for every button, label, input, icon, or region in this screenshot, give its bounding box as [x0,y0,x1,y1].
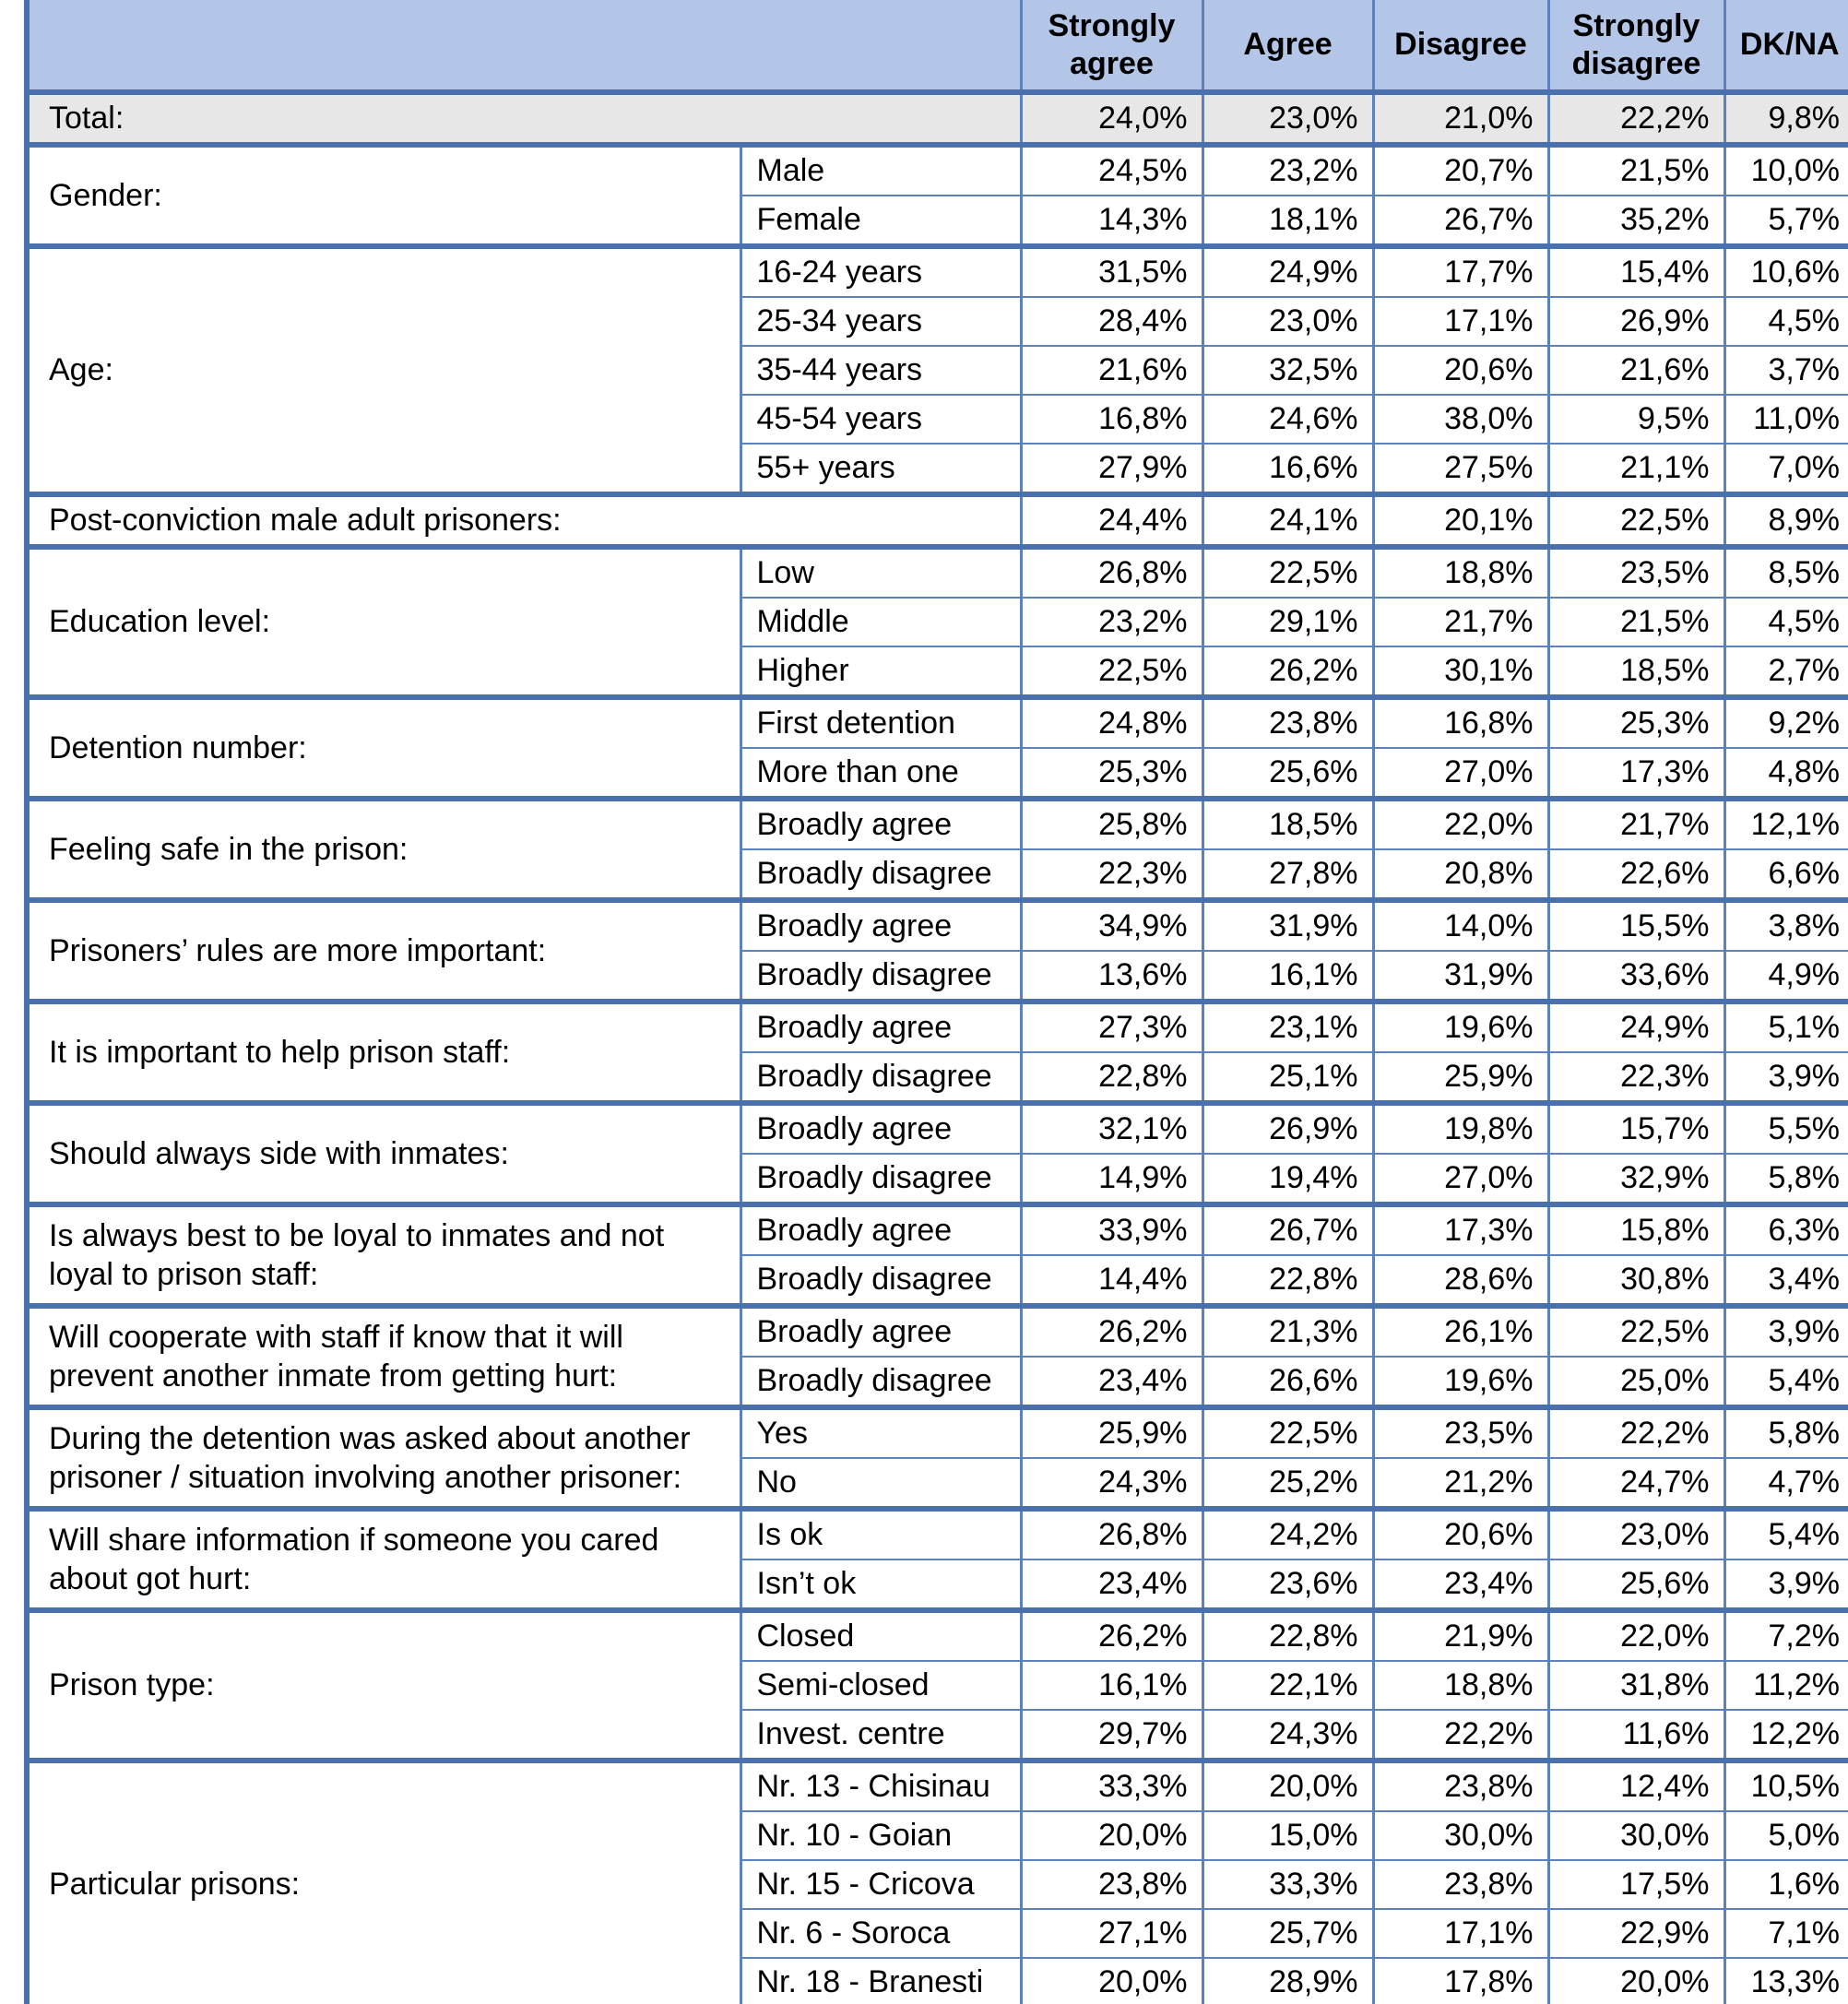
value-cell-strongly-agree: 24,5% [1021,145,1202,196]
value-cell-disagree: 19,6% [1373,1002,1548,1052]
value-cell-strongly-agree: 14,9% [1021,1154,1202,1204]
value-cell-dk-na: 3,9% [1724,1559,1848,1610]
value-cell-strongly-agree: 27,1% [1021,1909,1202,1958]
value-cell-disagree: 20,6% [1373,346,1548,395]
table-row [27,1306,1848,1357]
value-cell-agree: 22,5% [1202,1407,1373,1458]
group-label: Will cooperate with staff if know that it will prevent another inmate from getting hurt: [27,1306,740,1407]
value-cell-strongly-disagree: 9,5% [1548,395,1724,444]
value-cell-agree: 28,9% [1202,1958,1373,2004]
value-cell-dk-na: 5,8% [1724,1154,1848,1204]
value-cell-strongly-agree: 23,2% [1021,598,1202,646]
value-cell-dk-na: 9,8% [1724,92,1848,145]
group-particular-prisons [27,1761,1848,2004]
row-sublabel: Invest. centre [740,1710,1021,1761]
value-cell-agree: 18,5% [1202,799,1373,849]
value-cell-strongly-agree: 25,9% [1021,1407,1202,1458]
row-sublabel: First detention [740,697,1021,748]
value-cell-dk-na: 5,4% [1724,1509,1848,1559]
group-side-with-inmates [27,1103,1848,1204]
group-label: Feeling safe in the prison: [27,799,740,900]
column-header-strongly-disagree: Strongly disagree [1548,0,1724,92]
group-label: Detention number: [27,697,740,799]
table-row [27,697,1848,748]
value-cell-agree: 25,1% [1202,1052,1373,1103]
table-row [27,145,1848,196]
value-cell-dk-na: 3,7% [1724,346,1848,395]
value-cell-disagree: 17,3% [1373,1204,1548,1255]
value-cell-dk-na: 4,8% [1724,748,1848,799]
value-cell-disagree: 28,6% [1373,1255,1548,1306]
value-cell-dk-na: 6,3% [1724,1204,1848,1255]
group-label: Post-conviction male adult prisoners: [27,494,1021,547]
group-label: Particular prisons: [27,1761,740,2004]
group-age [27,246,1848,494]
value-cell-agree: 22,5% [1202,547,1373,598]
value-cell-agree: 32,5% [1202,346,1373,395]
value-cell-agree: 24,1% [1202,494,1373,547]
column-header-strongly-agree: Strongly agree [1021,0,1202,92]
group-asked-about-another [27,1407,1848,1509]
table-row [27,92,1848,145]
value-cell-disagree: 23,8% [1373,1860,1548,1909]
value-cell-strongly-disagree: 17,5% [1548,1860,1724,1909]
value-cell-dk-na: 3,9% [1724,1306,1848,1357]
value-cell-disagree: 16,8% [1373,697,1548,748]
value-cell-strongly-disagree: 21,1% [1548,444,1724,494]
value-cell-strongly-disagree: 24,9% [1548,1002,1724,1052]
row-sublabel: 55+ years [740,444,1021,494]
value-cell-dk-na: 9,2% [1724,697,1848,748]
group-label: Prison type: [27,1610,740,1761]
row-sublabel: Nr. 18 - Branesti [740,1958,1021,2004]
value-cell-strongly-agree: 33,3% [1021,1761,1202,1811]
row-sublabel: Isn’t ok [740,1559,1021,1610]
value-cell-strongly-disagree: 31,8% [1548,1661,1724,1710]
value-cell-strongly-agree: 22,8% [1021,1052,1202,1103]
row-sublabel: Semi-closed [740,1661,1021,1710]
value-cell-dk-na: 8,5% [1724,547,1848,598]
group-help-staff [27,1002,1848,1103]
row-sublabel: Closed [740,1610,1021,1661]
value-cell-strongly-agree: 26,2% [1021,1610,1202,1661]
value-cell-strongly-disagree: 22,5% [1548,1306,1724,1357]
group-feeling-safe [27,799,1848,900]
group-label: Education level: [27,547,740,697]
value-cell-dk-na: 7,0% [1724,444,1848,494]
value-cell-strongly-disagree: 22,3% [1548,1052,1724,1103]
value-cell-dk-na: 11,2% [1724,1661,1848,1710]
value-cell-strongly-agree: 24,3% [1021,1458,1202,1509]
value-cell-dk-na: 5,5% [1724,1103,1848,1154]
group-label: During the detention was asked about another prisoner / situation involving another prisoner: [27,1407,740,1509]
value-cell-strongly-agree: 24,0% [1021,92,1202,145]
value-cell-strongly-agree: 28,4% [1021,297,1202,346]
value-cell-strongly-disagree: 24,7% [1548,1458,1724,1509]
row-sublabel: 16-24 years [740,246,1021,297]
value-cell-agree: 23,8% [1202,697,1373,748]
column-header-agree: Agree [1202,0,1373,92]
value-cell-agree: 25,6% [1202,748,1373,799]
value-cell-strongly-disagree: 25,0% [1548,1357,1724,1407]
row-sublabel: Broadly agree [740,900,1021,951]
value-cell-agree: 24,2% [1202,1509,1373,1559]
value-cell-disagree: 20,8% [1373,849,1548,900]
value-cell-strongly-disagree: 21,7% [1548,799,1724,849]
value-cell-strongly-agree: 33,9% [1021,1204,1202,1255]
table-row [27,900,1848,951]
row-sublabel: Low [740,547,1021,598]
group-gender [27,145,1848,246]
value-cell-strongly-agree: 34,9% [1021,900,1202,951]
group-label: Is always best to be loyal to inmates and not loyal to prison staff: [27,1204,740,1306]
table-row [27,1103,1848,1154]
value-cell-strongly-agree: 29,7% [1021,1710,1202,1761]
row-sublabel: Broadly agree [740,1103,1021,1154]
value-cell-agree: 15,0% [1202,1811,1373,1860]
value-cell-strongly-disagree: 26,9% [1548,297,1724,346]
row-sublabel: Higher [740,646,1021,697]
row-sublabel: Broadly disagree [740,1255,1021,1306]
value-cell-agree: 23,0% [1202,92,1373,145]
value-cell-disagree: 22,0% [1373,799,1548,849]
group-cooperate-with-staff [27,1306,1848,1407]
value-cell-agree: 33,3% [1202,1860,1373,1909]
value-cell-agree: 27,8% [1202,849,1373,900]
value-cell-disagree: 26,7% [1373,196,1548,246]
value-cell-disagree: 23,4% [1373,1559,1548,1610]
row-sublabel: 25-34 years [740,297,1021,346]
value-cell-strongly-agree: 22,3% [1021,849,1202,900]
group-detention-number [27,697,1848,799]
value-cell-strongly-agree: 16,1% [1021,1661,1202,1710]
row-sublabel: Broadly disagree [740,849,1021,900]
value-cell-dk-na: 5,4% [1724,1357,1848,1407]
value-cell-agree: 23,6% [1202,1559,1373,1610]
value-cell-disagree: 30,1% [1373,646,1548,697]
row-sublabel: Middle [740,598,1021,646]
value-cell-strongly-disagree: 18,5% [1548,646,1724,697]
row-sublabel: Nr. 6 - Soroca [740,1909,1021,1958]
value-cell-dk-na: 4,7% [1724,1458,1848,1509]
value-cell-disagree: 23,8% [1373,1761,1548,1811]
row-sublabel: Yes [740,1407,1021,1458]
value-cell-agree: 26,6% [1202,1357,1373,1407]
value-cell-strongly-disagree: 15,7% [1548,1103,1724,1154]
value-cell-strongly-agree: 26,8% [1021,547,1202,598]
value-cell-strongly-disagree: 32,9% [1548,1154,1724,1204]
value-cell-agree: 16,1% [1202,951,1373,1002]
value-cell-disagree: 18,8% [1373,547,1548,598]
value-cell-dk-na: 3,4% [1724,1255,1848,1306]
row-sublabel: Broadly disagree [740,1154,1021,1204]
table-row [27,1610,1848,1661]
row-sublabel: Broadly agree [740,799,1021,849]
value-cell-agree: 26,2% [1202,646,1373,697]
value-cell-strongly-disagree: 25,6% [1548,1559,1724,1610]
group-label: It is important to help prison staff: [27,1002,740,1103]
group-prison-type [27,1610,1848,1761]
value-cell-agree: 24,6% [1202,395,1373,444]
value-cell-strongly-disagree: 30,0% [1548,1811,1724,1860]
value-cell-disagree: 19,8% [1373,1103,1548,1154]
table-row [27,547,1848,598]
value-cell-strongly-disagree: 15,8% [1548,1204,1724,1255]
table-header [27,0,1848,92]
value-cell-dk-na: 10,6% [1724,246,1848,297]
value-cell-strongly-disagree: 21,6% [1548,346,1724,395]
value-cell-dk-na: 5,7% [1724,196,1848,246]
value-cell-agree: 31,9% [1202,900,1373,951]
row-sublabel: Broadly agree [740,1002,1021,1052]
value-cell-strongly-disagree: 22,2% [1548,92,1724,145]
row-sublabel: More than one [740,748,1021,799]
group-label: Total: [27,92,1021,145]
value-cell-agree: 23,1% [1202,1002,1373,1052]
value-cell-dk-na: 12,1% [1724,799,1848,849]
value-cell-strongly-agree: 26,2% [1021,1306,1202,1357]
value-cell-strongly-agree: 25,8% [1021,799,1202,849]
value-cell-strongly-agree: 23,4% [1021,1357,1202,1407]
group-total [27,92,1848,145]
value-cell-agree: 26,7% [1202,1204,1373,1255]
value-cell-strongly-agree: 24,4% [1021,494,1202,547]
group-label: Gender: [27,145,740,246]
table-row [27,246,1848,297]
value-cell-dk-na: 2,7% [1724,646,1848,697]
column-header-dk-na: DK/NA [1724,0,1848,92]
value-cell-dk-na: 5,1% [1724,1002,1848,1052]
value-cell-strongly-disagree: 11,6% [1548,1710,1724,1761]
table-row [27,799,1848,849]
row-sublabel: 45-54 years [740,395,1021,444]
value-cell-agree: 16,6% [1202,444,1373,494]
value-cell-disagree: 25,9% [1373,1052,1548,1103]
value-cell-strongly-agree: 32,1% [1021,1103,1202,1154]
value-cell-strongly-disagree: 22,5% [1548,494,1724,547]
row-sublabel: Is ok [740,1509,1021,1559]
value-cell-agree: 25,2% [1202,1458,1373,1509]
value-cell-strongly-disagree: 22,9% [1548,1909,1724,1958]
survey-results-table [24,0,1848,2004]
row-sublabel: Male [740,145,1021,196]
value-cell-dk-na: 6,6% [1724,849,1848,900]
value-cell-strongly-disagree: 33,6% [1548,951,1724,1002]
value-cell-strongly-agree: 14,4% [1021,1255,1202,1306]
value-cell-strongly-agree: 27,3% [1021,1002,1202,1052]
group-education [27,547,1848,697]
value-cell-strongly-disagree: 15,4% [1548,246,1724,297]
value-cell-agree: 23,2% [1202,145,1373,196]
column-header-disagree: Disagree [1373,0,1548,92]
value-cell-strongly-agree: 25,3% [1021,748,1202,799]
value-cell-disagree: 27,5% [1373,444,1548,494]
header-row [27,0,1848,92]
value-cell-disagree: 17,1% [1373,1909,1548,1958]
value-cell-agree: 20,0% [1202,1761,1373,1811]
table-row [27,1509,1848,1559]
value-cell-strongly-agree: 16,8% [1021,395,1202,444]
value-cell-disagree: 38,0% [1373,395,1548,444]
value-cell-disagree: 23,5% [1373,1407,1548,1458]
value-cell-dk-na: 5,0% [1724,1811,1848,1860]
value-cell-strongly-disagree: 21,5% [1548,145,1724,196]
value-cell-disagree: 21,0% [1373,92,1548,145]
value-cell-dk-na: 4,9% [1724,951,1848,1002]
value-cell-dk-na: 3,8% [1724,900,1848,951]
value-cell-strongly-agree: 27,9% [1021,444,1202,494]
row-sublabel: Broadly agree [740,1306,1021,1357]
value-cell-agree: 23,0% [1202,297,1373,346]
value-cell-agree: 24,3% [1202,1710,1373,1761]
value-cell-disagree: 14,0% [1373,900,1548,951]
group-label: Should always side with inmates: [27,1103,740,1204]
value-cell-agree: 21,3% [1202,1306,1373,1357]
row-sublabel: Broadly disagree [740,1357,1021,1407]
group-prisoners-rules [27,900,1848,1002]
value-cell-dk-na: 4,5% [1724,297,1848,346]
value-cell-disagree: 21,9% [1373,1610,1548,1661]
value-cell-dk-na: 10,0% [1724,145,1848,196]
value-cell-agree: 22,8% [1202,1255,1373,1306]
row-sublabel: Female [740,196,1021,246]
value-cell-strongly-disagree: 22,0% [1548,1610,1724,1661]
table-row [27,1407,1848,1458]
value-cell-agree: 19,4% [1202,1154,1373,1204]
value-cell-agree: 22,1% [1202,1661,1373,1710]
value-cell-strongly-agree: 20,0% [1021,1811,1202,1860]
value-cell-disagree: 30,0% [1373,1811,1548,1860]
value-cell-strongly-disagree: 30,8% [1548,1255,1724,1306]
group-label: Prisoners’ rules are more important: [27,900,740,1002]
value-cell-dk-na: 10,5% [1724,1761,1848,1811]
value-cell-disagree: 20,7% [1373,145,1548,196]
value-cell-dk-na: 12,2% [1724,1710,1848,1761]
group-label: Will share information if someone you cared about got hurt: [27,1509,740,1610]
value-cell-strongly-agree: 24,8% [1021,697,1202,748]
value-cell-disagree: 27,0% [1373,1154,1548,1204]
value-cell-strongly-disagree: 22,2% [1548,1407,1724,1458]
value-cell-dk-na: 7,2% [1724,1610,1848,1661]
row-sublabel: Broadly agree [740,1204,1021,1255]
value-cell-agree: 24,9% [1202,246,1373,297]
value-cell-agree: 22,8% [1202,1610,1373,1661]
value-cell-disagree: 17,1% [1373,297,1548,346]
value-cell-agree: 25,7% [1202,1909,1373,1958]
value-cell-dk-na: 4,5% [1724,598,1848,646]
row-sublabel: Broadly disagree [740,951,1021,1002]
table-row [27,1002,1848,1052]
value-cell-strongly-agree: 21,6% [1021,346,1202,395]
header-corner-cell [27,0,1021,92]
value-cell-dk-na: 1,6% [1724,1860,1848,1909]
value-cell-disagree: 27,0% [1373,748,1548,799]
table-row [27,1761,1848,1811]
value-cell-strongly-disagree: 17,3% [1548,748,1724,799]
value-cell-strongly-disagree: 23,5% [1548,547,1724,598]
value-cell-agree: 18,1% [1202,196,1373,246]
group-post-conviction [27,494,1848,547]
value-cell-strongly-agree: 23,8% [1021,1860,1202,1909]
value-cell-strongly-disagree: 22,6% [1548,849,1724,900]
value-cell-strongly-agree: 26,8% [1021,1509,1202,1559]
value-cell-disagree: 21,7% [1373,598,1548,646]
value-cell-disagree: 17,8% [1373,1958,1548,2004]
group-share-information [27,1509,1848,1610]
row-sublabel: Nr. 10 - Goian [740,1811,1021,1860]
value-cell-strongly-disagree: 15,5% [1548,900,1724,951]
value-cell-strongly-agree: 14,3% [1021,196,1202,246]
value-cell-disagree: 18,8% [1373,1661,1548,1710]
value-cell-disagree: 20,1% [1373,494,1548,547]
value-cell-disagree: 21,2% [1373,1458,1548,1509]
value-cell-dk-na: 11,0% [1724,395,1848,444]
value-cell-agree: 29,1% [1202,598,1373,646]
value-cell-dk-na: 13,3% [1724,1958,1848,2004]
value-cell-disagree: 26,1% [1373,1306,1548,1357]
value-cell-dk-na: 5,8% [1724,1407,1848,1458]
value-cell-disagree: 17,7% [1373,246,1548,297]
value-cell-strongly-disagree: 25,3% [1548,697,1724,748]
value-cell-agree: 26,9% [1202,1103,1373,1154]
value-cell-strongly-disagree: 35,2% [1548,196,1724,246]
value-cell-strongly-disagree: 21,5% [1548,598,1724,646]
group-loyal-to-inmates [27,1204,1848,1306]
value-cell-strongly-agree: 20,0% [1021,1958,1202,2004]
table-row [27,1204,1848,1255]
value-cell-disagree: 31,9% [1373,951,1548,1002]
row-sublabel: Broadly disagree [740,1052,1021,1103]
row-sublabel: Nr. 15 - Cricova [740,1860,1021,1909]
value-cell-dk-na: 8,9% [1724,494,1848,547]
value-cell-disagree: 20,6% [1373,1509,1548,1559]
value-cell-strongly-agree: 31,5% [1021,246,1202,297]
value-cell-dk-na: 7,1% [1724,1909,1848,1958]
group-label: Age: [27,246,740,494]
row-sublabel: 35-44 years [740,346,1021,395]
value-cell-dk-na: 3,9% [1724,1052,1848,1103]
table-row [27,494,1848,547]
value-cell-strongly-agree: 13,6% [1021,951,1202,1002]
value-cell-disagree: 22,2% [1373,1710,1548,1761]
value-cell-strongly-disagree: 12,4% [1548,1761,1724,1811]
value-cell-strongly-agree: 23,4% [1021,1559,1202,1610]
value-cell-strongly-disagree: 20,0% [1548,1958,1724,2004]
value-cell-disagree: 19,6% [1373,1357,1548,1407]
row-sublabel: Nr. 13 - Chisinau [740,1761,1021,1811]
value-cell-strongly-disagree: 23,0% [1548,1509,1724,1559]
value-cell-strongly-agree: 22,5% [1021,646,1202,697]
row-sublabel: No [740,1458,1021,1509]
